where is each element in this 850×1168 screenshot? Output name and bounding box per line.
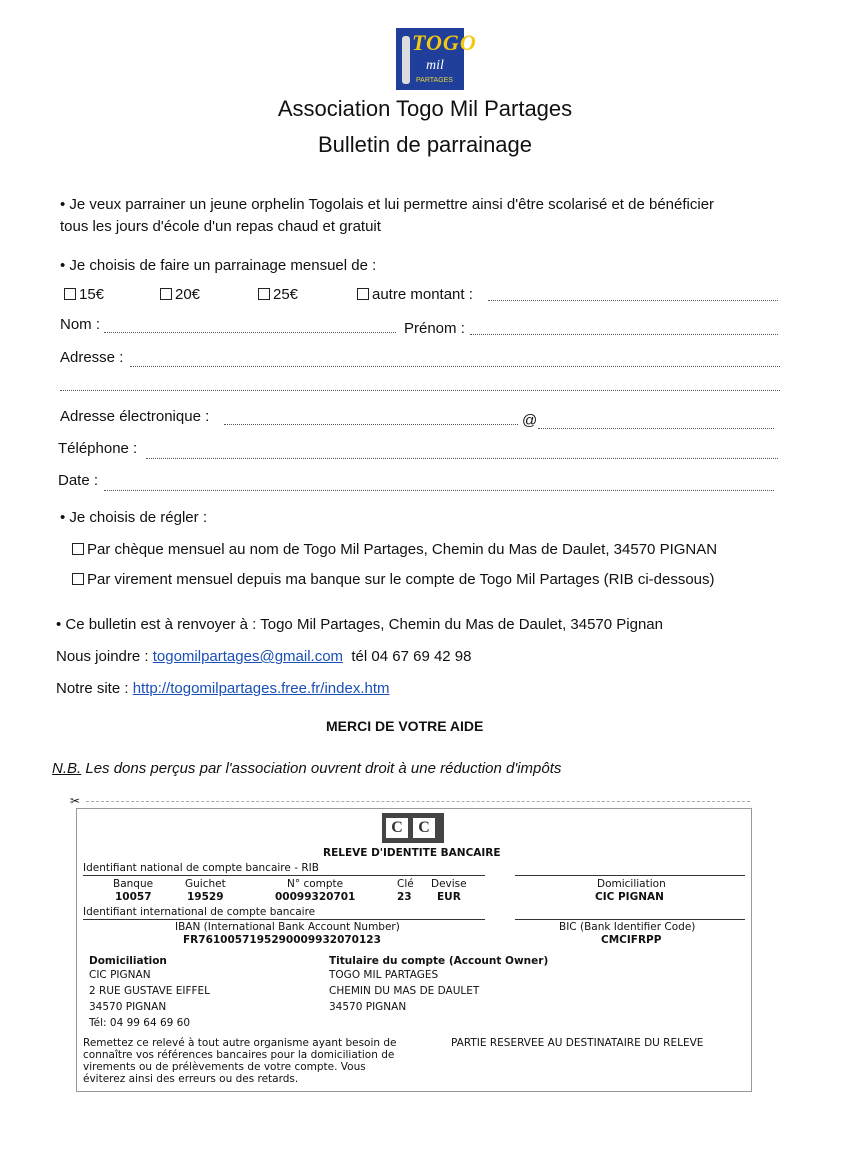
domiciliation-line-1: CIC PIGNAN bbox=[89, 969, 151, 981]
value-cle: 23 bbox=[397, 891, 412, 903]
checkbox-15[interactable] bbox=[64, 288, 76, 300]
option-20[interactable]: 20€ bbox=[160, 286, 200, 303]
telephone-field[interactable] bbox=[146, 458, 778, 459]
bank-logo: C C bbox=[382, 813, 444, 843]
send-instructions: • Ce bulletin est à renvoyer à : Togo Mil Partages, Chemin du Mas de Daulet, 34570 Pignan bbox=[56, 616, 663, 633]
email-user-field[interactable] bbox=[224, 424, 518, 425]
logo-figure bbox=[402, 36, 410, 84]
prenom-label: Prénom : bbox=[404, 320, 465, 337]
value-banque: 10057 bbox=[115, 891, 152, 903]
header-devise: Devise bbox=[431, 878, 467, 890]
reserved-area-label: PARTIE RESERVEE AU DESTINATAIRE DU RELEVE bbox=[451, 1037, 704, 1049]
thanks-text: MERCI DE VOTRE AIDE bbox=[326, 718, 484, 734]
page-subtitle: Bulletin de parrainage bbox=[317, 132, 533, 157]
domiciliation-line-4: Tél: 04 99 64 69 60 bbox=[89, 1017, 191, 1029]
logo-name: TOGO bbox=[412, 30, 477, 55]
site-link[interactable]: http://togomilpartages.free.fr/index.htm bbox=[132, 680, 390, 697]
telephone-label: Téléphone : bbox=[58, 440, 138, 457]
checkbox-25[interactable] bbox=[258, 288, 270, 300]
nb-line bbox=[52, 760, 561, 777]
contact-line bbox=[56, 648, 472, 665]
email-label: Adresse électronique : bbox=[60, 408, 210, 425]
rib-note-2: connaître vos références bancaires pour la domiciliation de bbox=[83, 1049, 395, 1061]
bank-details-rib bbox=[76, 808, 752, 1092]
contact-label: Nous joindre : bbox=[56, 648, 149, 665]
date-field[interactable] bbox=[104, 490, 774, 491]
prenom-field[interactable] bbox=[470, 334, 778, 335]
email-domain-field[interactable] bbox=[538, 428, 774, 429]
checkbox-other[interactable] bbox=[357, 288, 369, 300]
owner-line-2: CHEMIN DU MAS DE DAULET bbox=[329, 985, 480, 997]
intro-line-1: • Je veux parrainer un jeune orphelin Togolais et lui permettre ainsi d'être scolarisé et de bénéficier bbox=[60, 196, 715, 213]
intro-line-2: tous les jours d'école d'un repas chaud et gratuit bbox=[60, 218, 381, 235]
header-cle: Clé bbox=[397, 878, 414, 890]
site-label: Notre site : bbox=[56, 680, 129, 697]
value-guichet: 19529 bbox=[187, 891, 224, 903]
header-domiciliation: Domiciliation bbox=[597, 878, 666, 890]
adresse-label: Adresse : bbox=[60, 349, 124, 366]
owner-title: Titulaire du compte (Account Owner) bbox=[329, 955, 549, 967]
value-compte: 00099320701 bbox=[275, 891, 356, 903]
nb-label: N.B. bbox=[52, 760, 82, 777]
option-15[interactable]: 15€ bbox=[64, 286, 104, 303]
contact-email-link[interactable]: togomilpartages@gmail.com bbox=[152, 648, 344, 665]
payment-virement[interactable]: Par virement mensuel depuis ma banque sur le compte de Togo Mil Partages (RIB ci-dessous) bbox=[72, 571, 715, 588]
logo-mil: mil bbox=[426, 58, 444, 73]
owner-line-1: TOGO MIL PARTAGES bbox=[329, 969, 439, 981]
value-domiciliation: CIC PIGNAN bbox=[595, 891, 664, 903]
value-devise: EUR bbox=[437, 891, 461, 903]
bic-label: BIC (Bank Identifier Code) bbox=[559, 921, 696, 933]
page-title: Association Togo Mil Partages bbox=[277, 96, 573, 121]
cut-line bbox=[86, 801, 750, 802]
bic-value: CMCIFRPP bbox=[601, 934, 662, 946]
option-other[interactable]: autre montant : bbox=[357, 286, 473, 303]
domiciliation-title: Domiciliation bbox=[89, 955, 167, 967]
owner-line-3: 34570 PIGNAN bbox=[329, 1001, 407, 1013]
international-id-label: Identifiant international de compte bancaire bbox=[83, 906, 316, 918]
checkbox-cheque[interactable] bbox=[72, 543, 84, 555]
rib-note-3: virements ou de prélèvements de votre compte. Vous bbox=[83, 1061, 366, 1073]
iban-value: FR7610057195290009932070123 bbox=[183, 934, 381, 946]
rib-title: RELEVE D'IDENTITE BANCAIRE bbox=[323, 847, 501, 859]
rib-note-4: éviterez ainsi des erreurs ou des retards. bbox=[83, 1073, 299, 1085]
payment-label: • Je choisis de régler : bbox=[60, 509, 207, 526]
scissors-icon: ✂ bbox=[70, 794, 81, 808]
option-25[interactable]: 25€ bbox=[258, 286, 298, 303]
nom-field[interactable] bbox=[104, 332, 396, 333]
rib-note-1: Remettez ce relevé à tout autre organisme ayant besoin de bbox=[83, 1037, 397, 1049]
nb-text: Les dons perçus par l'association ouvrent droit à une réduction d'impôts bbox=[85, 760, 562, 777]
domiciliation-line-3: 34570 PIGNAN bbox=[89, 1001, 167, 1013]
checkbox-virement[interactable] bbox=[72, 573, 84, 585]
other-amount-field[interactable] bbox=[488, 300, 778, 301]
checkbox-20[interactable] bbox=[160, 288, 172, 300]
header-compte: N° compte bbox=[287, 878, 344, 890]
payment-cheque[interactable]: Par chèque mensuel au nom de Togo Mil Partages, Chemin du Mas de Daulet, 34570 PIGNAN bbox=[72, 541, 717, 558]
adresse-field-2[interactable] bbox=[60, 390, 780, 391]
nom-label: Nom : bbox=[60, 316, 101, 333]
header-guichet: Guichet bbox=[185, 878, 226, 890]
national-id-label: Identifiant national de compte bancaire - RIB bbox=[83, 862, 319, 874]
iban-label: IBAN (International Bank Account Number) bbox=[175, 921, 400, 933]
domiciliation-line-2: 2 RUE GUSTAVE EIFFEL bbox=[89, 985, 211, 997]
association-logo bbox=[396, 28, 477, 90]
contact-tel: tél 04 67 69 42 98 bbox=[351, 648, 472, 665]
logo-partages: PARTAGES bbox=[416, 77, 453, 84]
site-line bbox=[56, 680, 390, 697]
adresse-field-1[interactable] bbox=[130, 366, 780, 367]
date-label: Date : bbox=[58, 472, 99, 489]
email-at: @ bbox=[522, 412, 538, 429]
header-banque: Banque bbox=[113, 878, 154, 890]
amount-label: • Je choisis de faire un parrainage mensuel de : bbox=[60, 257, 377, 274]
